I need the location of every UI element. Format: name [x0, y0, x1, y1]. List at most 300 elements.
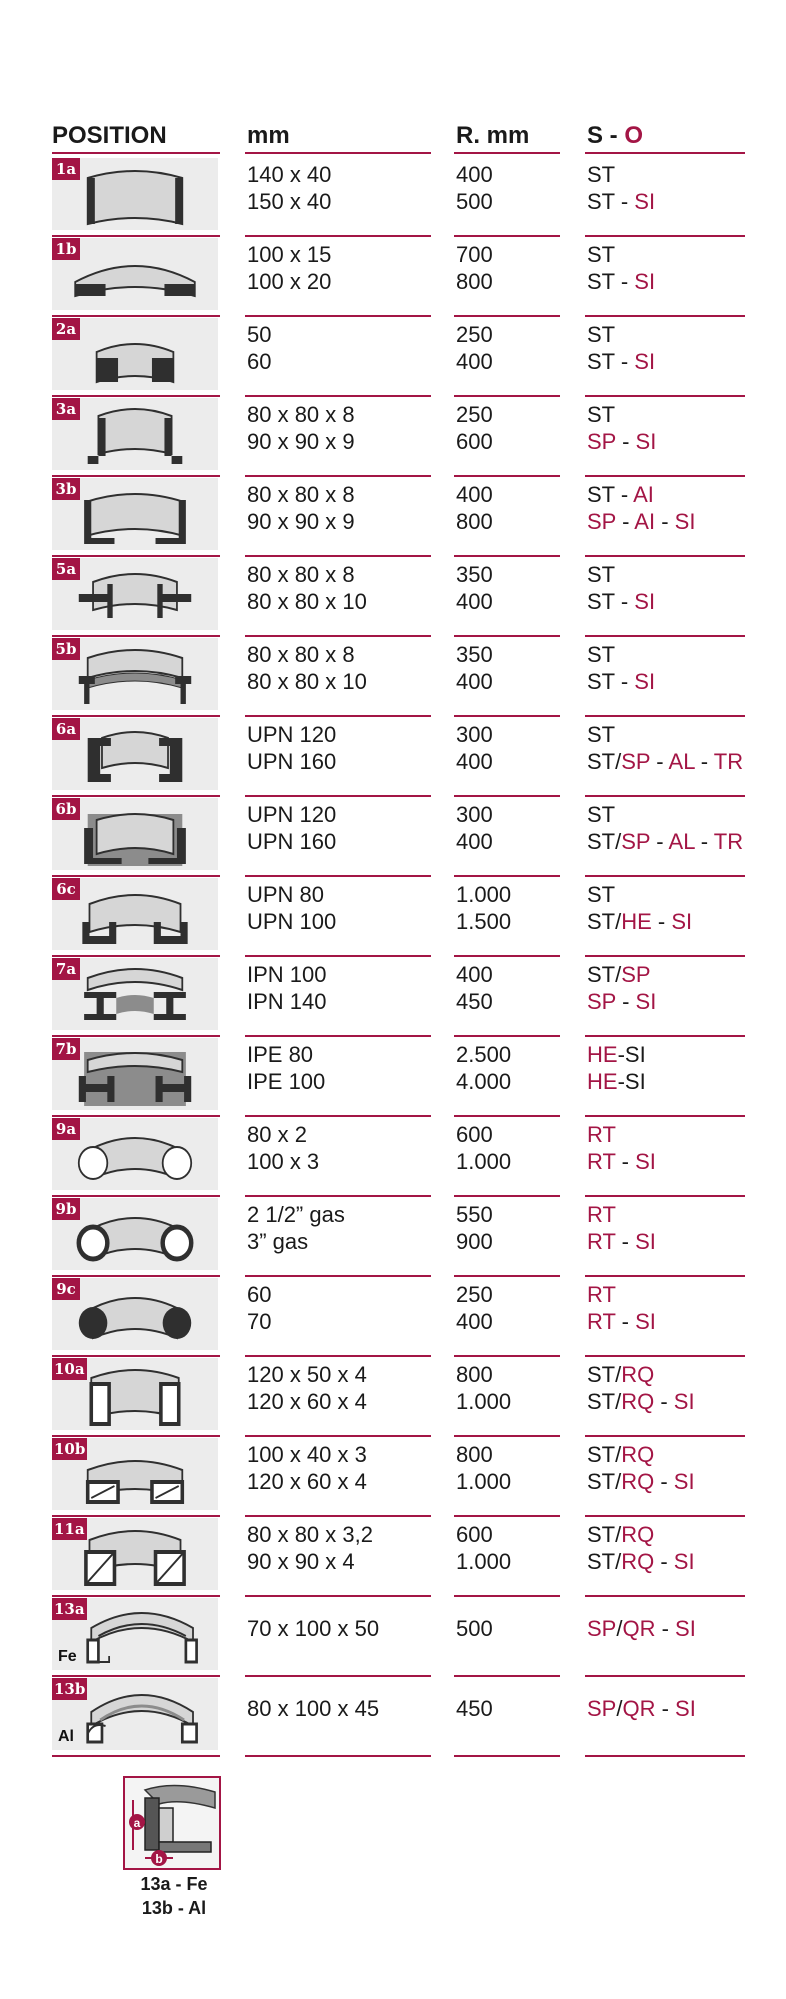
row-divider	[245, 1515, 431, 1517]
row-divider	[454, 1435, 560, 1437]
radius-cell-line: 400	[456, 349, 493, 374]
dimension-cell-line: UPN 160	[247, 749, 337, 774]
header-divider	[245, 152, 431, 154]
row-divider	[52, 235, 220, 237]
position-tag: 9a	[52, 1118, 80, 1140]
radius-cell	[456, 881, 511, 935]
material-code-cell	[587, 961, 656, 1015]
row-divider	[454, 1675, 560, 1677]
material-code-segment: -	[655, 1696, 676, 1721]
material-code-segment: TR	[713, 829, 744, 854]
row-divider	[52, 635, 220, 637]
table-row	[0, 1278, 786, 1358]
radius-cell-line: 600	[456, 1122, 493, 1147]
material-code-segment: SP	[587, 429, 616, 454]
material-code-line	[587, 1441, 695, 1468]
material-code-segment: ST -	[587, 589, 635, 614]
table-row	[0, 478, 786, 558]
material-code-segment: HE	[587, 1042, 618, 1067]
material-code-segment: ST/	[587, 1522, 622, 1547]
row-divider	[585, 475, 745, 477]
material-code-segment: SI	[671, 909, 693, 934]
material-code-line	[587, 1148, 656, 1175]
dimension-cell-line: IPE 80	[247, 1042, 314, 1067]
material-code-segment: -	[650, 749, 669, 774]
radius-cell-line: 350	[456, 562, 493, 587]
dimension-cell-line: 120 x 60 x 4	[247, 1389, 367, 1414]
material-code-segment: HE	[587, 1069, 618, 1094]
table-row	[0, 238, 786, 318]
radius-cell-line: 600	[456, 1522, 493, 1547]
radius-cell-line: 600	[456, 429, 493, 454]
profile-thumbnail	[52, 878, 218, 950]
row-divider	[245, 1275, 431, 1277]
row-divider	[52, 1035, 220, 1037]
dimension-cell	[247, 1695, 379, 1722]
material-code-segment: SP	[621, 962, 651, 987]
row-divider	[245, 1675, 431, 1677]
table-row	[0, 718, 786, 798]
row-divider	[585, 955, 745, 957]
material-code-line	[587, 1468, 695, 1495]
position-tag: 1a	[52, 158, 80, 180]
row-divider	[52, 395, 220, 397]
profile-thumbnail	[52, 1038, 218, 1110]
radius-cell	[456, 241, 493, 295]
radius-cell-line: 450	[456, 989, 493, 1014]
material-code-segment: AL	[668, 749, 695, 774]
table-row	[0, 1358, 786, 1438]
radius-cell	[456, 1121, 511, 1175]
profile-thumbnail	[52, 718, 218, 790]
profile-thumbnail	[52, 238, 218, 310]
dimension-cell	[247, 1441, 367, 1495]
material-code-segment: SI	[673, 1549, 695, 1574]
row-divider	[245, 635, 431, 637]
material-code-cell	[587, 641, 655, 695]
material-code-line	[587, 1068, 646, 1095]
row-divider	[52, 1115, 220, 1117]
material-code-segment: SI	[634, 589, 656, 614]
radius-cell-line: 400	[456, 669, 493, 694]
dimension-cell-line: IPN 140	[247, 989, 327, 1014]
material-code-segment: -SI	[617, 1069, 646, 1094]
material-code-segment: -	[694, 749, 714, 774]
material-code-line	[587, 1201, 656, 1228]
dimension-cell	[247, 241, 331, 295]
material-code-cell	[587, 161, 655, 215]
material-code-line	[587, 881, 692, 908]
material-code-segment: -	[654, 1389, 674, 1414]
row-divider	[454, 1515, 560, 1517]
material-code-line	[587, 588, 655, 615]
row-divider	[454, 1115, 560, 1117]
row-divider	[245, 1115, 431, 1117]
dimension-cell-line: IPE 100	[247, 1069, 326, 1094]
material-code-line	[587, 268, 655, 295]
position-tag: 10b	[54, 1440, 86, 1458]
dimension-cell-line: 150 x 40	[247, 189, 332, 214]
dimension-cell-line: 100 x 40 x 3	[247, 1442, 367, 1467]
position-tag: 2a	[52, 318, 80, 340]
radius-cell-line: 450	[456, 1696, 493, 1721]
profile-thumbnail	[52, 1278, 218, 1350]
radius-cell	[456, 1441, 511, 1495]
dimension-cell-line: 90 x 90 x 9	[247, 429, 355, 454]
table-row	[0, 1038, 786, 1118]
row-divider	[245, 1195, 431, 1197]
dimension-cell-line: 100 x 3	[247, 1149, 320, 1174]
table-row	[0, 158, 786, 238]
material-code-segment: SI	[634, 349, 656, 374]
material-code-segment: ST	[587, 562, 616, 587]
material-code-line	[587, 1548, 695, 1575]
radius-cell-line: 1.000	[456, 1389, 512, 1414]
profile-thumbnail	[52, 1438, 218, 1510]
profile-thumbnail	[52, 318, 218, 390]
material-code-cell	[587, 721, 743, 775]
material-code-segment: ST	[587, 322, 616, 347]
radius-cell	[456, 1041, 511, 1095]
material-code-segment: AI	[633, 482, 654, 507]
material-code-line	[587, 801, 743, 828]
material-code-line	[587, 321, 655, 348]
dimension-cell-line: 90 x 90 x 9	[247, 509, 355, 534]
row-divider	[585, 875, 745, 877]
radius-cell	[456, 1521, 511, 1575]
dimension-cell-line: 120 x 60 x 4	[247, 1469, 367, 1494]
dimension-cell	[247, 1521, 373, 1575]
row-divider	[52, 875, 220, 877]
row-divider	[52, 715, 220, 717]
dimension-cell-line: 80 x 80 x 10	[247, 669, 367, 694]
material-code-segment: AL	[668, 829, 695, 854]
radius-cell-line: 400	[456, 162, 493, 187]
header-so-suffix: O	[624, 122, 644, 149]
row-divider	[585, 1595, 745, 1597]
dimension-cell-line: UPN 120	[247, 802, 337, 827]
row-divider	[245, 395, 431, 397]
radius-cell	[456, 161, 493, 215]
dimension-cell-line: 90 x 90 x 4	[247, 1549, 355, 1574]
dimension-cell-line: 60	[247, 349, 272, 374]
material-code-segment: SI	[635, 1149, 656, 1174]
radius-cell-line: 300	[456, 802, 493, 827]
profile-thumbnail	[52, 638, 218, 710]
material-code-segment: RQ	[621, 1442, 655, 1467]
material-code-segment: TR	[713, 749, 744, 774]
dimension-cell-line: UPN 160	[247, 829, 337, 854]
material-code-line	[587, 1281, 656, 1308]
row-divider	[245, 875, 431, 877]
dimension-cell-line: 80 x 80 x 8	[247, 482, 355, 507]
legend-label-a: a	[133, 1816, 141, 1830]
row-divider	[52, 1435, 220, 1437]
row-divider	[52, 1355, 220, 1357]
profile-thumbnail	[52, 1358, 218, 1430]
material-code-segment: ST -	[587, 269, 635, 294]
dimension-cell-line: 80 x 80 x 8	[247, 642, 355, 667]
dimension-cell-line: 70 x 100 x 50	[247, 1616, 380, 1641]
dimension-cell-line: 80 x 80 x 3,2	[247, 1522, 373, 1547]
radius-cell	[456, 561, 493, 615]
material-code-line	[587, 721, 743, 748]
row-divider	[52, 1755, 220, 1757]
material-code-segment: SI	[634, 189, 656, 214]
radius-cell	[456, 961, 493, 1015]
row-divider	[585, 1435, 745, 1437]
dimension-cell	[247, 321, 271, 375]
material-code-segment: SP	[621, 829, 651, 854]
radius-cell	[456, 401, 493, 455]
row-divider	[52, 315, 220, 317]
radius-cell-line: 500	[456, 189, 493, 214]
position-tag: 13a	[54, 1600, 85, 1618]
material-code-line	[587, 908, 692, 935]
dimension-cell	[247, 1281, 271, 1335]
material-code-segment: RQ	[621, 1522, 655, 1547]
radius-cell-line: 1.000	[456, 882, 512, 907]
material-code-line	[587, 1041, 646, 1068]
row-divider	[585, 1755, 745, 1757]
material-code-segment: RT	[587, 1202, 616, 1227]
table-row	[0, 398, 786, 478]
profile-thumbnail	[52, 798, 218, 870]
material-code-segment: QR	[622, 1696, 656, 1721]
legend-caption-fe: 13a - Fe	[140, 1874, 208, 1894]
material-code-segment: RQ	[621, 1362, 655, 1387]
position-tag: 9c	[52, 1278, 80, 1300]
material-code-segment: /	[616, 1616, 623, 1641]
radius-cell-line: 1.000	[456, 1149, 512, 1174]
dimension-cell-line: IPN 100	[247, 962, 327, 987]
position-tag: 6c	[52, 878, 80, 900]
material-code-segment: -	[615, 509, 635, 534]
material-code-segment: ST -	[587, 482, 634, 507]
radius-cell-line: 900	[456, 1229, 493, 1254]
row-divider	[454, 715, 560, 717]
material-code-segment: ST/	[587, 1362, 622, 1387]
material-code-segment: SI	[634, 269, 656, 294]
profile-thumbnail	[52, 478, 218, 550]
material-code-line	[587, 1615, 696, 1642]
row-divider	[245, 1595, 431, 1597]
table-row	[0, 1118, 786, 1198]
row-divider	[585, 235, 745, 237]
table-row	[0, 1438, 786, 1518]
dimension-cell-line: 140 x 40	[247, 162, 332, 187]
dimension-cell-line: 80 x 80 x 8	[247, 402, 355, 427]
row-divider	[585, 1275, 745, 1277]
radius-cell-line: 250	[456, 402, 493, 427]
row-divider	[245, 235, 431, 237]
dimension-cell	[247, 961, 327, 1015]
radius-cell-line: 1.000	[456, 1469, 512, 1494]
table-row	[0, 1518, 786, 1598]
dimension-cell	[247, 1361, 367, 1415]
row-divider	[585, 1115, 745, 1117]
dimension-cell	[247, 801, 336, 855]
material-code-segment: ST	[587, 642, 616, 667]
header-divider	[454, 152, 560, 154]
material-code-segment: SP	[621, 749, 651, 774]
row-divider	[454, 315, 560, 317]
row-divider	[454, 955, 560, 957]
radius-cell	[456, 321, 493, 375]
material-code-segment: RT	[587, 1309, 616, 1334]
profile-thumbnail	[52, 1518, 218, 1590]
row-divider	[52, 955, 220, 957]
table-row	[0, 1678, 786, 1758]
material-code-segment: ST	[587, 242, 616, 267]
dimension-cell	[247, 1041, 325, 1095]
material-code-cell	[587, 881, 692, 935]
radius-cell-line: 800	[456, 1442, 493, 1467]
material-code-line	[587, 508, 695, 535]
profile-thumbnail	[52, 958, 218, 1030]
radius-cell-line: 400	[456, 962, 493, 987]
profile-thumbnail	[52, 1598, 218, 1670]
material-code-line	[587, 161, 655, 188]
material-code-line	[587, 1121, 656, 1148]
row-divider	[245, 555, 431, 557]
dimension-cell	[247, 161, 331, 215]
material-code-segment: -	[615, 429, 636, 454]
table-row	[0, 1198, 786, 1278]
row-divider	[52, 1195, 220, 1197]
material-code-segment: ST/	[587, 1389, 622, 1414]
dimension-cell-line: 60	[247, 1282, 272, 1307]
row-divider	[454, 1275, 560, 1277]
material-code-line	[587, 1521, 695, 1548]
material-code-segment: RT	[587, 1122, 616, 1147]
row-divider	[585, 1035, 745, 1037]
radius-cell-line: 400	[456, 829, 493, 854]
header-position: POSITION	[52, 122, 167, 149]
radius-cell	[456, 801, 493, 855]
radius-cell-line: 4.000	[456, 1069, 512, 1094]
material-code-segment: ST	[587, 802, 616, 827]
radius-cell-line: 550	[456, 1202, 493, 1227]
table-row	[0, 1598, 786, 1678]
material-code-cell	[587, 1041, 646, 1095]
material-code-segment: -	[655, 509, 675, 534]
material-code-segment: SI	[635, 989, 657, 1014]
material-code-segment: SI	[635, 429, 657, 454]
header-so	[587, 122, 643, 150]
radius-cell-line: 1.500	[456, 909, 512, 934]
material-code-segment: SI	[634, 669, 656, 694]
material-code-segment: SI	[675, 1696, 696, 1721]
row-divider	[52, 475, 220, 477]
material-code-segment: RT	[587, 1229, 616, 1254]
radius-cell-line: 400	[456, 589, 493, 614]
row-divider	[52, 1275, 220, 1277]
material-label: Al	[58, 1728, 74, 1745]
row-divider	[52, 555, 220, 557]
material-code-cell	[587, 241, 655, 295]
material-code-segment: ST/	[587, 1469, 622, 1494]
profile-thumbnail	[52, 1198, 218, 1270]
dimension-cell	[247, 881, 336, 935]
radius-cell-line: 250	[456, 322, 493, 347]
row-divider	[245, 1355, 431, 1357]
table-row	[0, 878, 786, 958]
material-code-line	[587, 401, 656, 428]
row-divider	[454, 395, 560, 397]
row-divider	[454, 1755, 560, 1757]
radius-cell-line: 1.000	[456, 1549, 512, 1574]
position-tag: 7b	[52, 1038, 80, 1060]
radius-cell	[456, 1281, 493, 1335]
material-code-cell	[587, 561, 655, 615]
row-divider	[585, 1515, 745, 1517]
material-code-segment: -	[654, 1469, 674, 1494]
profile-thumbnail	[52, 1118, 218, 1190]
row-divider	[585, 635, 745, 637]
dimension-cell	[247, 561, 367, 615]
row-divider	[454, 555, 560, 557]
material-code-segment: SI	[635, 1229, 656, 1254]
material-code-line	[587, 188, 655, 215]
material-code-segment: SI	[675, 1616, 696, 1641]
row-divider	[245, 475, 431, 477]
material-code-line	[587, 241, 655, 268]
material-code-line	[587, 348, 655, 375]
dimension-cell-line: 100 x 15	[247, 242, 332, 267]
legend-profile-icon	[125, 1778, 219, 1868]
table-row	[0, 318, 786, 398]
dimension-cell-line: 80 x 2	[247, 1122, 307, 1147]
radius-cell	[456, 481, 493, 535]
radius-cell-line: 400	[456, 482, 493, 507]
material-code-cell	[587, 1281, 656, 1335]
row-divider	[245, 1435, 431, 1437]
material-code-segment: ST -	[587, 189, 635, 214]
material-code-cell	[587, 1121, 656, 1175]
material-code-segment: ST -	[587, 669, 635, 694]
header-mm: mm	[247, 122, 290, 149]
material-code-line	[587, 641, 655, 668]
material-code-cell	[587, 1695, 696, 1722]
row-divider	[585, 315, 745, 317]
material-code-segment: ST -	[587, 349, 635, 374]
dimension-cell	[247, 1201, 345, 1255]
position-tag: 11a	[54, 1520, 85, 1538]
position-tag: 3a	[52, 398, 80, 420]
row-divider	[454, 1035, 560, 1037]
dimension-cell-line: UPN 80	[247, 882, 325, 907]
material-code-segment: -	[650, 829, 669, 854]
row-divider	[454, 235, 560, 237]
table-row	[0, 558, 786, 638]
radius-cell-line: 700	[456, 242, 493, 267]
material-code-segment: SI	[674, 509, 696, 534]
material-code-segment: -	[615, 1149, 636, 1174]
material-code-segment: RQ	[621, 1389, 655, 1414]
row-divider	[454, 875, 560, 877]
profile-thumbnail	[52, 398, 218, 470]
material-code-segment: -	[654, 1549, 674, 1574]
material-code-segment: ST/	[587, 1442, 622, 1467]
material-code-segment: RQ	[621, 1549, 655, 1574]
dimension-cell	[247, 641, 367, 695]
material-code-segment: ST	[587, 162, 616, 187]
row-divider	[454, 1355, 560, 1357]
position-tag: 5b	[52, 638, 80, 660]
material-code-segment: SP	[587, 989, 616, 1014]
material-code-cell	[587, 321, 655, 375]
